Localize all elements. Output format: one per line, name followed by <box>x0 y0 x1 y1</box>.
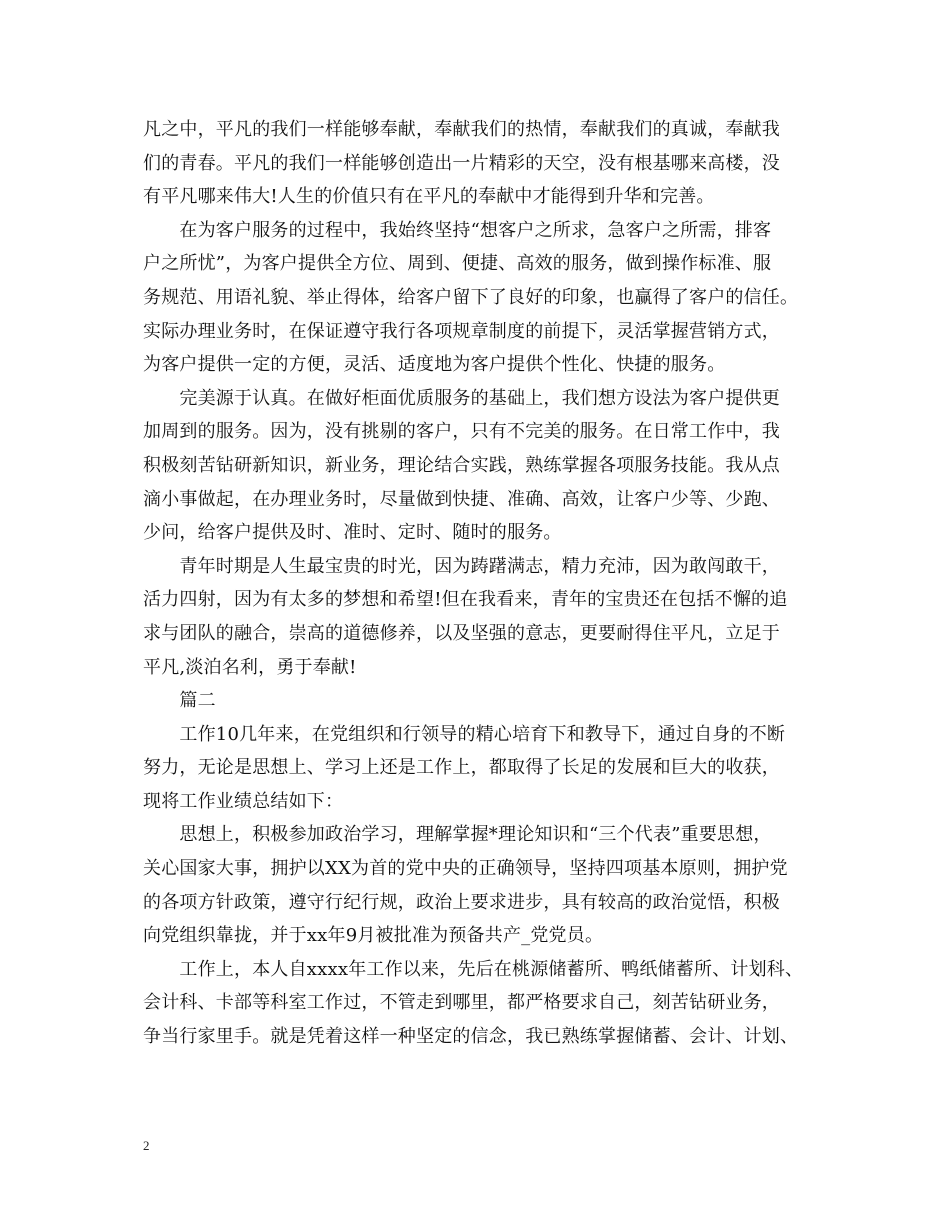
text-line: 向党组织靠拢，并于xx年9月被批准为预备共产_党党员。 <box>143 925 604 947</box>
document-body <box>143 113 833 1054</box>
text-line: 工作上，本人自xxxx年工作以来，先后在桃源储蓄所、鸭纸储蓄所、计划科、 <box>143 958 804 980</box>
text-line: 活力四射，因为有太多的梦想和希望!但在我看来，青年的宝贵还在包括不懈的追 <box>143 589 788 611</box>
page-number: 2 <box>143 1138 150 1153</box>
section-heading: 篇二 <box>143 690 216 712</box>
text-line: 平凡,淡泊名利，勇于奉献! <box>143 656 357 678</box>
text-line: 有平凡哪来伟大!人生的价值只有在平凡的奉献中才能得到升华和完善。 <box>143 186 715 208</box>
text-line: 努力，无论是思想上、学习上还是工作上，都取得了长足的发展和巨大的收获， <box>143 757 780 779</box>
text-line: 求与团队的融合，崇高的道德修养，以及坚强的意志，更要耐得住平凡，立足于 <box>143 622 780 644</box>
text-line: 工作10几年来，在党组织和行领导的精心培育下和教导下，通过自身的不断 <box>143 723 786 745</box>
text-line: 争当行家里手。就是凭着这样一种坚定的信念，我已熟练掌握储蓄、会计、计划、 <box>143 1026 799 1048</box>
text-line: 户之所忧”，为客户提供全方位、周到、便捷、高效的服务，做到操作标准、服 <box>143 253 772 275</box>
text-line: 关心国家大事，拥护以XX为首的党中央的正确领导，坚持四项基本原则，拥护党 <box>143 858 788 880</box>
text-line: 青年时期是人生最宝贵的时光，因为踌躇满志，精力充沛，因为敢闯敢干， <box>143 555 780 577</box>
text-line: 思想上，积极参加政治学习，理解掌握*理论知识和“三个代表”重要思想， <box>143 824 772 846</box>
text-line: 在为客户服务的过程中，我始终坚持“想客户之所求，急客户之所需，排客 <box>143 219 772 241</box>
text-line: 少问，给客户提供及时、准时、定时、随时的服务。 <box>143 522 562 544</box>
text-line: 实际办理业务时，在保证遵守我行各项规章制度的前提下，灵活掌握营销方式， <box>143 320 780 342</box>
text-line: 滴小事做起，在办理业务时，尽量做到快捷、准确、高效，让客户少等、少跑、 <box>143 488 780 510</box>
text-line: 完美源于认真。在做好柜面优质服务的基础上，我们想方设法为客户提供更 <box>143 387 780 409</box>
text-line: 们的青春。平凡的我们一样能够创造出一片精彩的天空，没有根基哪来高楼，没 <box>143 152 780 174</box>
text-line: 的各项方针政策，遵守行纪行规，政治上要求进步，具有较高的政治觉悟，积极 <box>143 891 780 913</box>
text-line: 现将工作业绩总结如下： <box>143 790 344 812</box>
text-line: 凡之中，平凡的我们一样能够奉献，奉献我们的热情，奉献我们的真诚，奉献我 <box>143 119 780 140</box>
text-line: 会计科、卡部等科室工作过，不管走到哪里，都严格要求自己，刻苦钻研业务， <box>143 992 780 1014</box>
text-line: 务规范、用语礼貌、举止得体，给客户留下了良好的印象，也赢得了客户的信任。 <box>143 286 799 308</box>
text-line: 为客户提供一定的方便，灵活、适度地为客户提供个性化、快捷的服务。 <box>143 354 726 376</box>
text-line: 加周到的服务。因为，没有挑剔的客户，只有不完美的服务。在日常工作中，我 <box>143 421 780 443</box>
text-line: 积极刻苦钻研新知识，新业务，理论结合实践，熟练掌握各项服务技能。我从点 <box>143 454 780 476</box>
